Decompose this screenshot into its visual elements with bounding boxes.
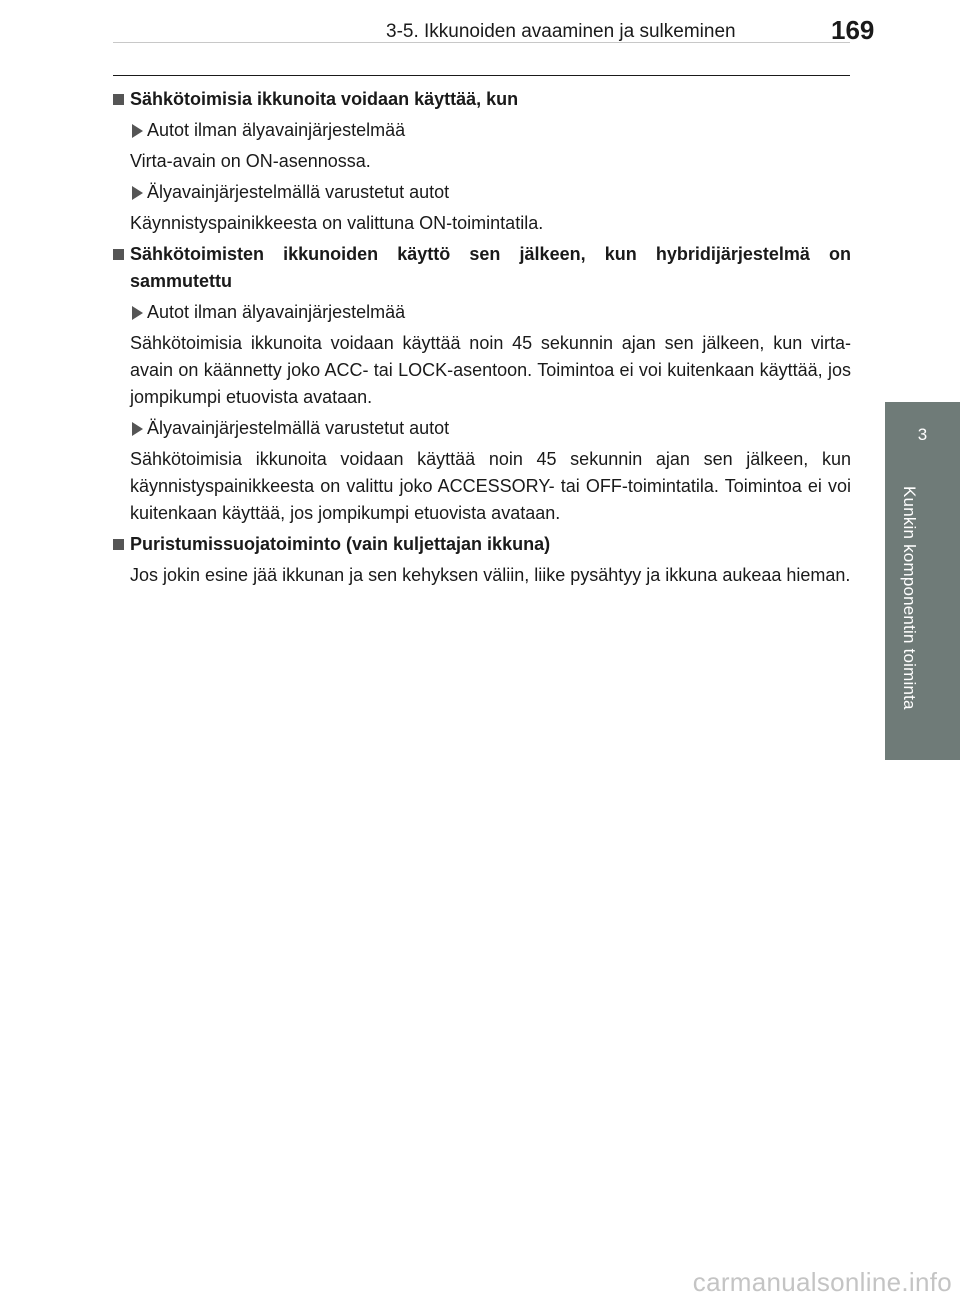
section-heading [113, 241, 851, 295]
triangle-bullet-icon [132, 422, 143, 436]
page-content [113, 86, 851, 593]
section-heading [113, 86, 851, 113]
square-bullet-icon [113, 249, 124, 260]
subsection-label [113, 415, 851, 442]
section-heading-text: Sähkötoimisia ikkunoita voidaan käyttää, kun [130, 89, 519, 109]
section-heading-text: Puristumissuojatoiminto (vain kuljettajan ikkuna) [130, 534, 551, 554]
paragraph: Jos jokin esine jää ikkunan ja sen kehyksen väliin, liike pysähtyy ja ikkuna aukeaa hieman. [130, 565, 851, 585]
section-title: 3-5. Ikkunoiden avaaminen ja sulkeminen [386, 21, 736, 42]
header-rule [113, 75, 850, 76]
section-heading [113, 531, 851, 558]
triangle-bullet-icon [132, 124, 143, 138]
subsection-label-text: Älyavainjärjestelmällä varustetut autot [147, 418, 450, 438]
chapter-title-tab[interactable] [885, 468, 960, 760]
header-bar [113, 42, 850, 75]
subsection-label [113, 179, 851, 206]
triangle-bullet-icon [132, 306, 143, 320]
chapter-title: Kunkin komponentin toiminta [900, 486, 919, 710]
subsection-label [113, 117, 851, 144]
subsection-label-text: Autot ilman älyavainjärjestelmää [147, 302, 406, 322]
square-bullet-icon [113, 94, 124, 105]
page-number: 169 [831, 15, 875, 45]
watermark: carmanualsonline.info [692, 1267, 952, 1297]
subsection-label-text: Älyavainjärjestelmällä varustetut autot [147, 182, 450, 202]
section-heading-text: Sähkötoimisten ikkunoiden käyttö sen jälkeen, kun hybridijärjestelmä on sammutettu [130, 244, 851, 291]
triangle-bullet-icon [132, 186, 143, 200]
paragraph: Sähkötoimisia ikkunoita voidaan käyttää noin 45 sekunnin ajan sen jälkeen, kun käynnistyspainikkeesta on valittu joko ACCESSORY- tai OFF-toimintatila. Toimintoa ei voi kuitenkaan käyttää, jos jompikumpi etuovista avataan. [130, 449, 851, 523]
paragraph: Sähkötoimisia ikkunoita voidaan käyttää noin 45 sekunnin ajan sen jälkeen, kun virta-avain on käännetty joko ACC- tai LOCK-asentoon. Toimintoa ei voi kuitenkaan käyttää, jos jompikumpi etuovista avataan. [130, 333, 851, 407]
subsection-label-text: Autot ilman älyavainjärjestelmää [147, 120, 406, 140]
paragraph: Käynnistyspainikkeesta on valittuna ON-toimintatila. [130, 213, 544, 233]
chapter-number-tab[interactable]: 3 [885, 402, 960, 468]
paragraph: Virta-avain on ON-asennossa. [130, 151, 371, 171]
square-bullet-icon [113, 539, 124, 550]
subsection-label [113, 299, 851, 326]
